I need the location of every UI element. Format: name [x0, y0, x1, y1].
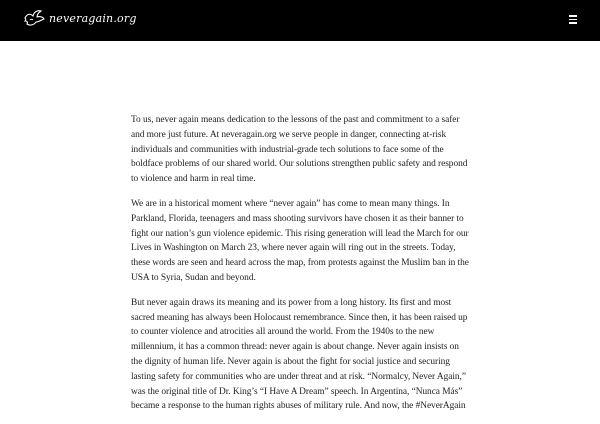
logo-text[interactable]: neveragain.org — [49, 12, 137, 25]
article-body — [131, 113, 472, 424]
hamburger-menu-icon[interactable] — [569, 15, 577, 24]
paragraph-1: To us, never again means dedication to the lessons of the past and commitment to a safer and more just future. At neveragain.org we serve people in danger, connecting at-risk individuals and communities with industrial-grade tech solutions to face some of the boldface problems of our shared world. Our solutions strengthen public safety and respond to violence and harm in real time. — [131, 115, 468, 185]
dove-icon — [22, 9, 46, 29]
paragraph-3: But never again draws its meaning and its power from a long history. Its first and most sacred meaning has always been Holocaust remembrance. Since then, it has been raised up to counter violence and atrocities all around the world. From the 1940s to the new millennium, it has a common thread: never again is about change. Never again insists on the dignity of human life. Never again is about the fight for social justice and securing lasting safety for communities who are under threat and at risk. “Normalcy, Never Again,” was the original title of Dr. King’s “I Have A Dream” speech. In Argentina, “Nunca Más” became a response to the human rights abuses of military rule. And now, the #NeverAgain — [131, 297, 468, 412]
top-nav-bar — [0, 0, 600, 41]
site-logo[interactable] — [22, 9, 137, 29]
paragraph-2: We are in a historical moment where “never again” has come to mean many things. In Parkland, Florida, teenagers and mass shooting survivors have chosen it as their banner to fight our nation’s gun violence epidemic. This rising generation will lead the March for our Lives in Washington on March 23, where never again will ring out in the streets. Today, these words are seen and heard across the map, from protests against the Muslim ban in the USA to Syria, Sudan and beyond. — [131, 198, 469, 283]
